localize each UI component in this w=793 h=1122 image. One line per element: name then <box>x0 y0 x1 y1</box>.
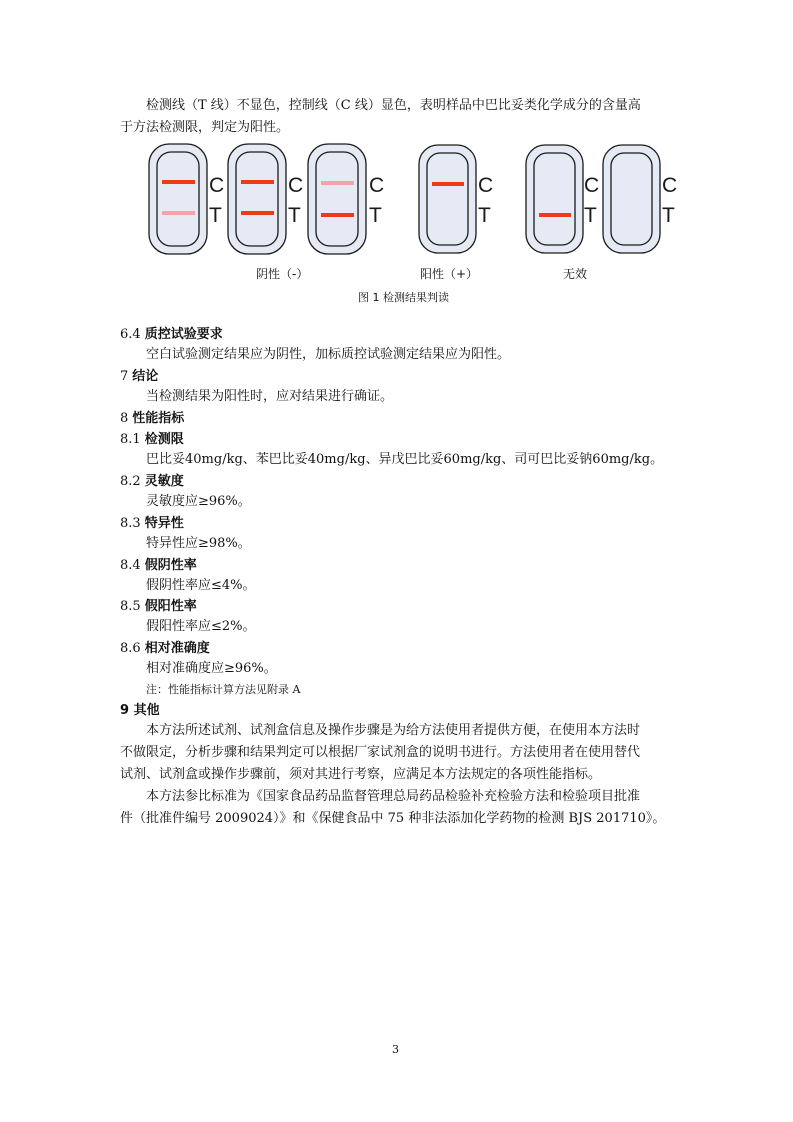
section-number: 8.2 <box>120 474 141 489</box>
section-8-heading <box>120 409 184 429</box>
section-title: 相对准确度 <box>144 641 210 656</box>
t-label: T <box>662 204 675 227</box>
performance-note: 注：性能指标计算方法见附录 A <box>146 683 301 696</box>
section-9-heading: 9 其他 <box>120 703 160 718</box>
section-8-1-body: 巴比妥40mg/kg、苯巴比妥40mg/kg、异戊巴比妥60mg/kg、司可巴比妥钠60mg/kg。 <box>146 452 664 467</box>
result-figure <box>0 140 793 260</box>
section-8-3-heading <box>120 514 184 534</box>
strip-positive <box>419 145 493 253</box>
section-7-body: 当检测结果为阳性时，应对结果进行确证。 <box>146 389 394 404</box>
section-title: 灵敏度 <box>144 474 184 489</box>
group-label-invalid: 无效 <box>563 267 588 281</box>
section-8-1-heading <box>120 430 184 450</box>
c-label: C <box>209 174 225 197</box>
section-8-6-body: 相对准确度应≥96%。 <box>146 661 277 676</box>
section-number: 8.4 <box>120 558 141 573</box>
strip-negative-1 <box>149 144 224 254</box>
section-title: 假阳性率 <box>144 599 197 614</box>
c-label: C <box>288 174 304 197</box>
strip-invalid-2 <box>603 145 677 253</box>
section-9-p2-line-2: 件（批准件编号 2009024）》和《保健食品中 75 种非法添加化学药物的检测 BJS 201710》。 <box>120 811 666 826</box>
section-8-3-body: 特异性应≥98%。 <box>146 536 251 551</box>
section-6-4-body: 空白试验测定结果应为阴性，加标质控试验测定结果应为阳性。 <box>146 347 511 362</box>
intro-line-1: 检测线（T 线）不显色，控制线（C 线）显色，表明样品中巴比妥类化学成分的含量高 <box>146 98 641 113</box>
section-number: 8.1 <box>120 432 141 447</box>
section-title: 检测限 <box>144 432 184 447</box>
t-label: T <box>209 204 222 227</box>
section-9-p1-line-1: 本方法所述试剂、试剂盒信息及操作步骤是为给方法使用者提供方便，在使用本方法时 <box>146 723 641 738</box>
t-label: T <box>584 204 597 227</box>
section-8-2-body: 灵敏度应≥96%。 <box>146 494 251 509</box>
section-6-4-heading <box>120 325 223 345</box>
section-title: 质控试验要求 <box>144 327 223 342</box>
section-title: 特异性 <box>144 516 184 531</box>
section-8-5-body: 假阳性率应≤2%。 <box>146 619 256 634</box>
section-number: 8.5 <box>120 599 141 614</box>
intro-line-2: 于方法检测限，判定为阳性。 <box>120 120 290 135</box>
section-title: 假阴性率 <box>144 558 197 573</box>
figure-caption: 图 1 检测结果判读 <box>358 291 449 304</box>
c-label: C <box>369 174 385 197</box>
section-7-heading <box>120 367 158 387</box>
c-label: C <box>662 174 678 197</box>
section-8-4-body: 假阴性率应≤4%。 <box>146 578 256 593</box>
section-9-p1-line-2: 不做限定，分析步骤和结果判定可以根据厂家试剂盒的说明书进行。方法使用者在使用替代 <box>120 745 641 760</box>
section-8-4-heading <box>120 556 197 576</box>
section-title: 结论 <box>132 369 159 384</box>
section-9-p1-line-3: 试剂、试剂盒或操作步骤前，须对其进行考察，应满足本方法规定的各项性能指标。 <box>120 767 602 782</box>
section-number: 8 <box>120 411 129 426</box>
section-number: 8.6 <box>120 641 141 656</box>
section-title: 性能指标 <box>132 411 185 426</box>
strip-negative-2 <box>228 144 303 254</box>
t-label: T <box>478 204 491 227</box>
section-number: 7 <box>120 369 129 384</box>
c-label: C <box>584 174 600 197</box>
section-8-2-heading <box>120 472 184 492</box>
t-label: T <box>288 204 301 227</box>
page-number: 3 <box>392 1043 399 1056</box>
section-8-5-heading <box>120 597 197 617</box>
group-label-negative: 阴性（-） <box>256 267 309 281</box>
strip-invalid-1 <box>526 145 599 253</box>
group-label-positive: 阳性（+） <box>420 267 479 281</box>
section-8-6-heading <box>120 639 210 659</box>
t-label: T <box>369 204 382 227</box>
section-number: 6.4 <box>120 327 141 342</box>
section-9-p2-line-1: 本方法参比标准为《国家食品药品监督管理总局药品检验补充检验方法和检验项目批准 <box>146 789 641 804</box>
strip-negative-3 <box>308 144 384 254</box>
c-label: C <box>478 174 494 197</box>
section-number: 8.3 <box>120 516 141 531</box>
